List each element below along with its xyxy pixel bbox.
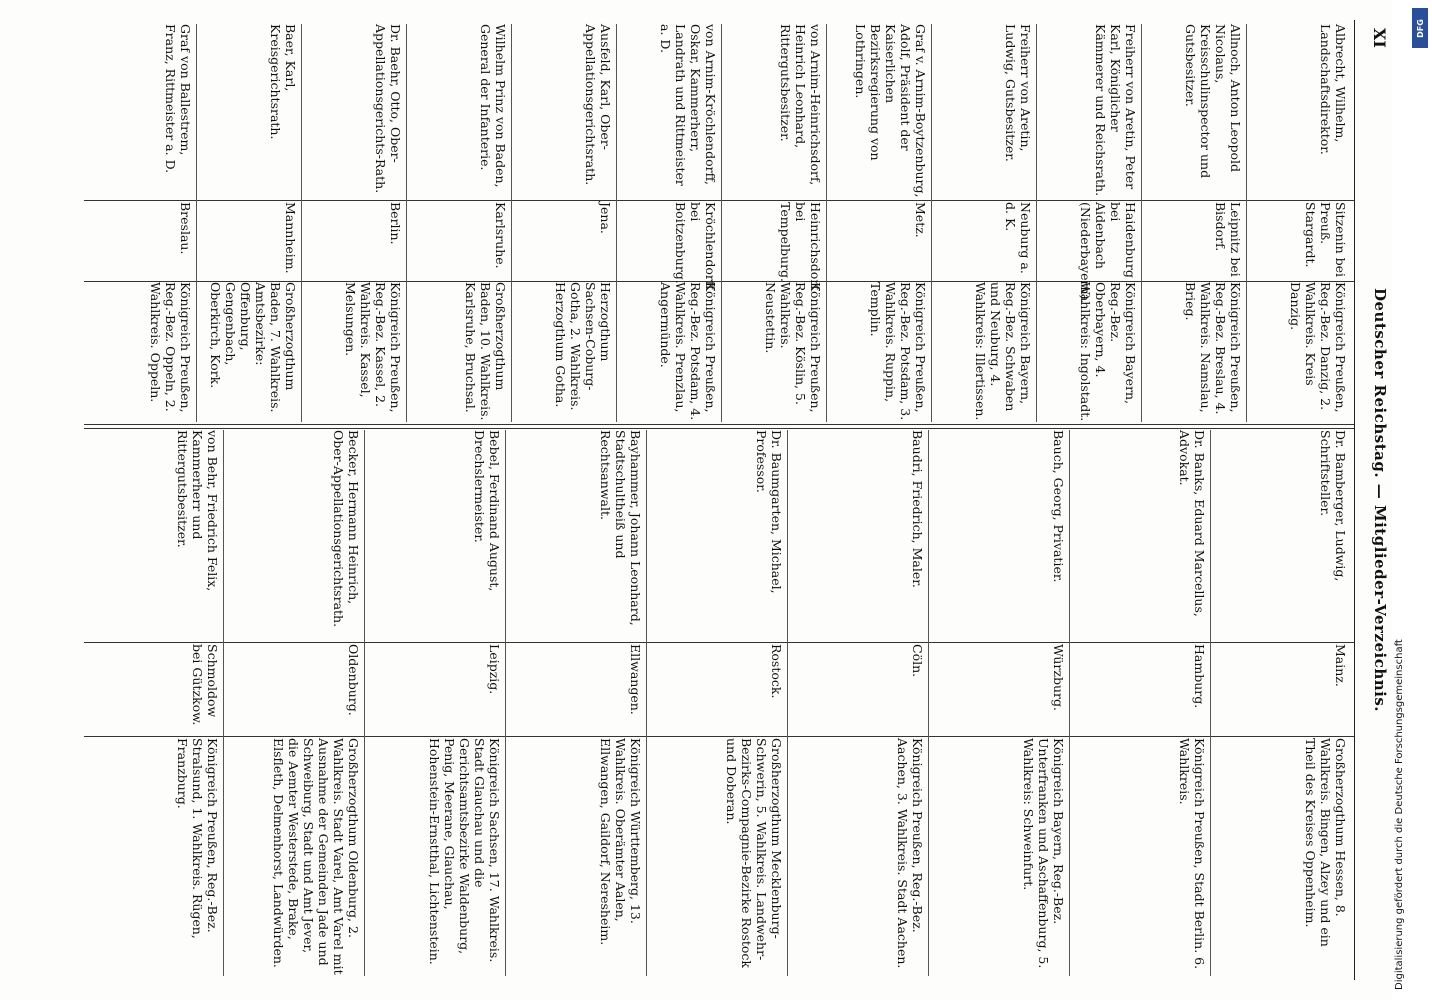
member-name: von Arnim-Kröchlendorff, Oskar, Kammerherr, Landrath und Rittmeister a. D.: [658, 24, 718, 186]
member-name: Graf v. Arnim-Boytzenburg, Adolf, Präsident der Kaiserlichen Bezirksregierung von Lothringen.: [853, 24, 928, 198]
member-district: Königreich Preußen, Reg.-Bez. Danzig, 2. Wahlkreis. Kreis Danzig.: [1288, 282, 1348, 413]
member-district: Königreich Preußen, Reg.-Bez. Stralsund, 1. Wahlkreis. Rügen, Franzburg.: [175, 738, 220, 939]
member-place: Heinrichsdorf bei Tempelburg.: [778, 202, 823, 290]
row-rule: [721, 24, 722, 422]
row-rule: [1036, 24, 1037, 422]
member-place: Rostock.: [769, 644, 784, 699]
member-district: Herzogthum Sachsen-Coburg-Gotha, 2. Wahlkreis. Herzogthum Gotha.: [553, 282, 613, 411]
member-place: Hamburg.: [1192, 644, 1207, 709]
member-district: Königreich Sachsen, 17. Wahlkreis. Stadt Glauchau und die Gerichtsamtsbezirke Waldenburg, Penig, Meerane, Glauchau, Hohenstein-Ernstthal, Lichtenstein.: [427, 738, 502, 965]
row-rule: [1141, 24, 1142, 422]
page-title: Deutscher Reichstag. — Mitglieder-Verzeichnis.: [1371, 287, 1389, 713]
member-name: von Behr, Friedrich Felix, Kammerherr und Rittergutsbesitzer.: [175, 430, 220, 592]
member-place: Jena.: [598, 202, 613, 234]
page-number: XI: [1370, 28, 1389, 48]
member-district: Königreich Württemberg, 13. Wahlkreis. Oberämter Aalen, Ellwangen, Gaildorf, Neresheim.: [598, 738, 643, 946]
member-place: Kröchlendorff bei Boitzenburg.: [673, 202, 718, 290]
member-name: Dr. Banks, Eduard Marcellus, Advokat.: [1177, 430, 1207, 617]
member-name: Dr. Baumgarten, Michael, Professor.: [754, 430, 784, 594]
row-rule: [1069, 430, 1070, 976]
member-district: Königreich Preußen, Reg.-Bez. Aachen, 3. Wahlkreis. Stadt Aachen.: [895, 738, 925, 969]
member-district: Großherzogthum Hessen, 8. Wahlkreis. Bingen, Alzey und ein Theil des Kreises Oppenheim.: [1303, 738, 1348, 947]
page-header: [1359, 20, 1395, 980]
member-place: Berlin.: [388, 202, 403, 245]
member-place: Cöln.: [910, 644, 925, 678]
dfg-credit-text: Digitalisierung gefördert durch die Deutsche Forschungsgemeinschaft: [1394, 639, 1405, 990]
row-rule: [1210, 430, 1211, 976]
member-place: Leipnitz bei Bisdorf.: [1213, 202, 1243, 277]
member-district: Königreich Bayern, Reg.-Bez. Schwaben und Neuburg, 4. Wahlkreis: Illertissen.: [973, 282, 1033, 421]
member-name: Ausfeld, Karl, Ober-Appellationsgerichtsrath.: [583, 24, 613, 186]
member-place: Oldenburg.: [346, 644, 361, 716]
row-rule: [787, 430, 788, 976]
row-rule: [223, 430, 224, 976]
row-rule: [1246, 24, 1247, 422]
member-name: Baer, Karl, Kreisgerichtsrath.: [268, 24, 298, 140]
member-name: Bayhammer, Johann Leonhard, Stadtschultheiß und Rechtsanwalt.: [598, 430, 643, 626]
member-place: Sitzenin bei Preuß. Stargardt.: [1303, 202, 1348, 278]
member-place: Ellwangen.: [628, 644, 643, 715]
member-district: Königreich Preußen, Reg.-Bez. Breslau, 4. Wahlkreis. Namslau, Brieg.: [1183, 282, 1243, 415]
member-place: Metz.: [913, 202, 928, 238]
member-name: Wilhelm Prinz von Baden, General der Infanterie.: [478, 24, 508, 188]
member-name: Graf von Ballestrem, Franz, Rittmeister a. D.: [163, 24, 193, 174]
row-rule: [505, 430, 506, 976]
member-name: Dr. Bamberger, Ludwig, Schriftsteller.: [1318, 430, 1348, 582]
column-rule: [84, 200, 1354, 201]
column-rule: [84, 428, 1354, 429]
member-name: Becker, Hermann Heinrich, Ober-Appellationsgerichtsrath.: [331, 430, 361, 628]
row-rule: [364, 430, 365, 976]
member-name: Dr. Baehr, Otto, Ober-Appellationsgerichts-Rath.: [373, 24, 403, 194]
member-district: Königreich Preußen, Reg.-Bez. Kassel, 2. Wahlkreis. Kassel, Melsungen.: [343, 282, 403, 413]
member-name: Allnoch, Anton Leopold Nicolaus, Kreisschulinspector und Gutsbesitzer.: [1183, 24, 1243, 179]
member-place: Mainz.: [1333, 644, 1348, 687]
row-rule: [301, 24, 302, 422]
row-rule: [826, 24, 827, 422]
member-district: Großherzogthum Oldenburg, 2. Wahlkreis. Stadt Varel, Amt Varel mit Ausnahme der Gemeinden Jade und Schweiburg, Stadt und Amt Jever, die Aemter Westerstede, Brake, Elsfleth, Delmenhorst, Landwürden.: [271, 738, 361, 975]
row-rule: [406, 24, 407, 422]
member-district: Großherzogthum Baden, 7. Wahlkreis. Amtsbezirke: Offenburg, Gengenbach, Oberkirch, Kork.: [208, 282, 298, 413]
row-rule: [646, 430, 647, 976]
member-place: Schmoldow bei Gützkow.: [190, 644, 220, 726]
row-rule: [616, 24, 617, 422]
row-rule: [511, 24, 512, 422]
member-name: Freiherr von Aretin, Ludwig, Gutsbesitzer.: [1003, 24, 1033, 162]
member-name: Bebel, Ferdinand August, Drechslermeister.: [472, 430, 502, 592]
member-district: Königreich Bayern, Reg.-Bez. Unterfranken und Aschaffenburg, 5. Wahlkreis: Schweinfurt.: [1021, 738, 1066, 969]
row-rule: [931, 24, 932, 422]
member-place: Leipzig.: [487, 644, 502, 695]
member-place: Neuburg a. d. K.: [1003, 202, 1033, 274]
column-rule: [84, 736, 1354, 737]
member-place: Würzburg.: [1051, 644, 1066, 711]
column-rule: [84, 642, 1354, 643]
member-district: Königreich Preußen, Reg.-Bez. Potsdam, 3. Wahlkreis. Ruppin, Templin.: [868, 282, 928, 421]
member-district: Königreich Preußen, Reg.-Bez. Köslin, 5. Wahlkreis. Neustettin.: [763, 282, 823, 413]
member-district: Großherzogthum Mecklenburg-Schwerin, 5. Wahlkreis. Landwehr-Bezirks-Compagnie-Bezirke Rostock und Doberan.: [724, 738, 784, 968]
column-rule: [84, 424, 1354, 425]
row-rule: [928, 430, 929, 976]
member-district: Königreich Preußen, Reg.-Bez. Oppeln, 2. Wahlkreis. Oppeln.: [148, 282, 193, 413]
member-district: Königreich Preußen, Reg.-Bez. Potsdam, 4. Wahlkreis. Prenzlau, Angermünde.: [658, 282, 718, 421]
rotated-register-sheet: [85, 20, 1395, 980]
member-name: von Arnim-Heinrichsdorf, Heinrich Leonhard, Rittergutsbesitzer.: [778, 24, 823, 186]
member-place: Mannheim.: [283, 202, 298, 274]
member-district: Großherzogthum Baden, 10. Wahlkreis. Karlsruhe, Bruchsal.: [463, 282, 508, 421]
member-name: Albrecht, Wilhelm, Landschaftsdirektor.: [1318, 24, 1348, 155]
member-name: Baudri, Friedrich, Maler.: [910, 430, 925, 588]
member-table: [84, 20, 1355, 980]
member-name: Freiherr von Aretin, Peter Karl, Königlicher Kämmerer und Reichsrath.: [1093, 24, 1138, 197]
dfg-logo: DFG: [1412, 8, 1428, 48]
member-place: Karlsruhe.: [493, 202, 508, 269]
credit-sidebar: [1392, 0, 1432, 1000]
member-district: Königreich Preußen, Stadt Berlin. 6. Wahlkreis.: [1177, 738, 1207, 970]
member-place: Breslau.: [178, 202, 193, 255]
member-place: Haidenburg bei Aidenbach (Niederbayern).: [1078, 202, 1138, 304]
row-rule: [196, 24, 197, 422]
member-name: Bauch, Georg, Privatier.: [1051, 430, 1066, 583]
member-district: Königreich Bayern, Reg.-Bez. Oberbayern, 4. Wahlkreis: Ingolstadt.: [1078, 282, 1138, 422]
